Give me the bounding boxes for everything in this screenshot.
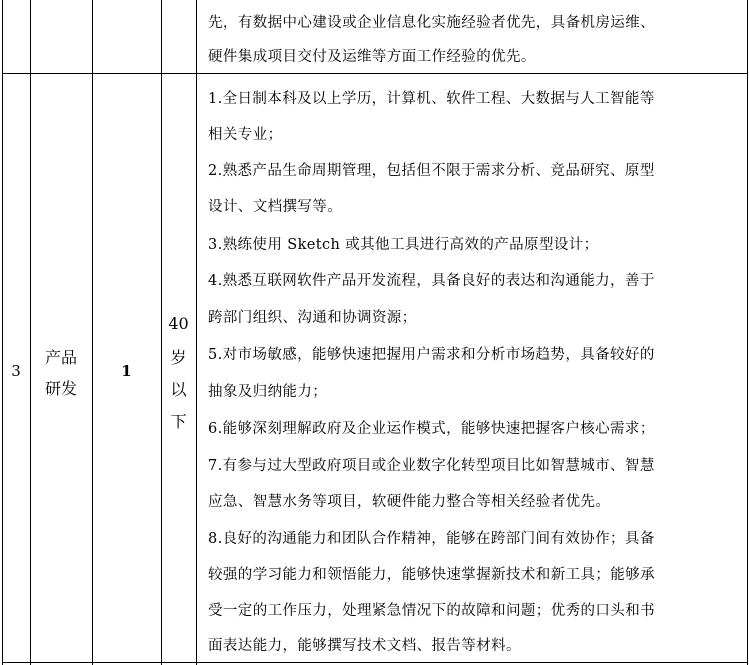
age-limit-line1: 40 [168,314,189,333]
table-border-bottom [2,662,748,663]
requirement-line: 受一定的工作压力，处理紧急情况下的故障和问题；优秀的口头和书 [208,603,655,619]
requirement-line: 相关专业； [208,127,283,143]
age-limit-line4: 下 [170,412,187,431]
requirement-line: 抽象及归纳能力； [208,384,328,400]
requirement-line: 6.能够深刻理解政府及企业运作模式，能够快速把握客户核心需求； [208,421,655,437]
requirement-line: 设计、文档撰写等。 [208,199,343,215]
requirement-line: 跨部门组织、沟通和协调资源； [208,310,417,326]
requirement-line: 8.良好的沟通能力和团队合作精神，能够在跨部门间有效协作；具备 [208,531,655,547]
table-divider-4 [196,0,197,665]
row-separator [2,73,748,74]
requirement-line: 3.熟练使用 Sketch 或其他工具进行高效的产品原型设计； [208,237,599,253]
requirement-line: 5.对市场敏感，能够快速把握用户需求和分析市场趋势，具备较好的 [208,347,655,363]
table-divider-2 [92,0,93,665]
age-limit-line3: 以 [170,380,187,399]
requirement-line: 7.有参与过大型政府项目或企业数字化转型项目比如智慧城市、智慧 [208,458,655,474]
headcount: 1 [121,362,132,380]
row-index: 3 [11,362,21,380]
age-limit-line2: 岁 [170,348,187,367]
prev-requirement-line: 硬件集成项目交付及运维等方面工作经验的优先。 [208,49,536,65]
position-name-line2: 研发 [44,379,77,398]
table-divider-1 [30,0,31,665]
requirement-line: 2.熟悉产品生命周期管理，包括但不限于需求分析、竞品研究、原型 [208,163,655,179]
requirement-line: 应急、智慧水务等项目，软硬件能力整合等相关经验者优先。 [208,494,611,510]
position-name-line1: 产品 [44,348,77,367]
requirement-line: 较强的学习能力和领悟能力，能够快速掌握新技术和新工具；能够承 [208,567,655,583]
requirement-line: 面表达能力，能够撰写技术文档、报告等材料。 [208,638,521,654]
table-border-left [2,0,3,665]
requirement-line: 1.全日制本科及以上学历，计算机、软件工程、大数据与人工智能等 [208,91,655,107]
requirement-line: 4.熟悉互联网软件产品开发流程，具备良好的表达和沟通能力，善于 [208,273,655,289]
prev-requirement-line: 先，有数据中心建设或企业信息化实施经验者优先，具备机房运维、 [208,15,655,31]
